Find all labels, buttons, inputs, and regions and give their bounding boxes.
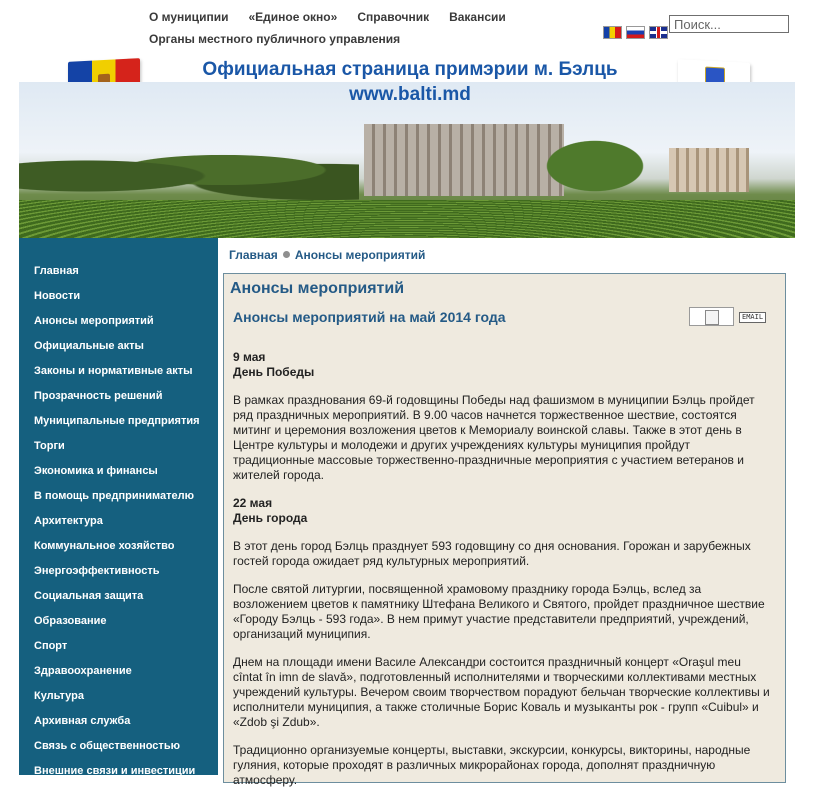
- sidebar-item-architecture[interactable]: Архитектура: [34, 515, 103, 527]
- sidebar-item-energy-efficiency[interactable]: Энергоэффективность: [34, 565, 160, 577]
- language-switcher: [603, 26, 668, 39]
- nav-directory[interactable]: Справочник: [357, 10, 430, 24]
- event-name: День Победы: [233, 365, 315, 379]
- article-paragraph: Днем на площади имени Василе Александри состоится праздничный концерт «Oraşul meu cîntat în imn de slavă», подготовленный исполнителями и творческими коллективами местных учреждений культуры. Вечером своим творчеством порадуют бельчан творческие коллективы и исполнители муниципия, а также столичные Борис Коваль и музыканты рок - групп «Cuibul» и «Zdob şi Zdub».: [233, 655, 770, 729]
- search-input[interactable]: [669, 15, 789, 33]
- event-name: День города: [233, 511, 308, 525]
- article-paragraph: В рамках празднования 69-й годовщины Победы над фашизмом в муниципии Бэлць пройдет ряд праздничных мероприятий. В 9.00 часов начнется торжественное шествие, состоятся митинг и церемония возложения цветов к Мемориалу воинской славы. Также в этот день в Центре культуры и молодежи и других учреждениях культуры муниципия пройдут традиционные массовые торжественно-праздничные мероприятия с участием ветеранов и жителей города.: [233, 393, 755, 482]
- sidebar-item-external-relations[interactable]: Внешние связи и инвестиции: [34, 765, 196, 777]
- sidebar-menu: [19, 238, 218, 775]
- top-navigation: [149, 6, 589, 50]
- banner-trees-right: [539, 122, 679, 202]
- sidebar-item-sport[interactable]: Спорт: [34, 640, 68, 652]
- language-ro-flag-icon[interactable]: [603, 26, 622, 39]
- nav-single-window[interactable]: «Единое окно»: [248, 10, 338, 24]
- breadcrumb-separator-icon: [283, 251, 290, 258]
- breadcrumb-current[interactable]: Анонсы мероприятий: [294, 248, 426, 262]
- breadcrumb: [229, 248, 425, 262]
- article-title[interactable]: Анонсы мероприятий на май 2014 года: [233, 309, 506, 325]
- banner-city-hall-building: [364, 124, 564, 196]
- sidebar-item-entrepreneur-help[interactable]: В помощь предпринимателю: [34, 490, 195, 502]
- sidebar-item-education[interactable]: Образование: [34, 615, 107, 627]
- sidebar-item-social-protection[interactable]: Социальная защита: [34, 590, 144, 602]
- sidebar-item-transparency[interactable]: Прозрачность решений: [34, 390, 163, 402]
- banner-building-right: [669, 148, 749, 192]
- article-body: [233, 350, 773, 801]
- sidebar-item-news[interactable]: Новости: [34, 290, 81, 302]
- banner-hedge-garden: [19, 200, 795, 238]
- sidebar-item-municipal-enterprises[interactable]: Муниципальные предприятия: [34, 415, 200, 427]
- nav-vacancies[interactable]: Вакансии: [449, 10, 506, 24]
- top-nav-row-2: [149, 28, 589, 50]
- sidebar-item-culture[interactable]: Культура: [34, 690, 84, 702]
- print-button[interactable]: [689, 307, 734, 326]
- article-paragraph: Традиционно организуемые концерты, выставки, экскурсии, конкурсы, викторины, народные гуляния, которые проходят в различных микрорайонах города, дополнят праздничную атмосферу.: [233, 743, 751, 787]
- event-date: 9 мая: [233, 350, 266, 364]
- sidebar-item-public-relations[interactable]: Связь с общественностью: [34, 740, 180, 752]
- language-ru-flag-icon[interactable]: [626, 26, 645, 39]
- article-paragraph: После святой литургии, посвященной храмовому празднику города Бэлць, вслед за возложением цветов к памятнику Штефана Великого и Святого, пройдет праздничное шествие «Городу Бэлць - 593 года». В нем примут участие представители предприятий, учреждений, организаций муниципия.: [233, 582, 765, 641]
- site-title: Официальная страница примэрии м. Бэлць: [202, 59, 618, 80]
- language-en-flag-icon[interactable]: [649, 26, 668, 39]
- breadcrumb-home-link[interactable]: Главная: [229, 248, 278, 262]
- email-button[interactable]: EMAIL: [739, 312, 766, 323]
- site-url[interactable]: www.balti.md: [349, 84, 471, 105]
- sidebar-item-home[interactable]: Главная: [34, 265, 79, 277]
- event-date: 22 мая: [233, 496, 273, 510]
- sidebar-item-utilities[interactable]: Коммунальное хозяйство: [34, 540, 175, 552]
- nav-about-municipality[interactable]: О муниципии: [149, 10, 229, 24]
- top-nav-row-1: [149, 6, 589, 28]
- sidebar-item-archive[interactable]: Архивная служба: [34, 715, 131, 727]
- sidebar-item-official-acts[interactable]: Официальные акты: [34, 340, 144, 352]
- sidebar-item-healthcare[interactable]: Здравоохранение: [34, 665, 132, 677]
- article-paragraph: В этот день город Бэлць празднует 593 годовщину со дня основания. Горожан и зарубежных гостей города ожидает ряд культурных мероприятий.: [233, 539, 751, 568]
- sidebar-item-economy[interactable]: Экономика и финансы: [34, 465, 158, 477]
- banner-trees-left: [19, 140, 359, 200]
- sidebar-item-laws[interactable]: Законы и нормативные акты: [34, 365, 193, 377]
- sidebar-item-tenders[interactable]: Торги: [34, 440, 65, 452]
- broken-image-icon: [705, 310, 719, 325]
- nav-local-authorities[interactable]: Органы местного публичного управления: [149, 32, 401, 46]
- sidebar-item-events[interactable]: Анонсы мероприятий: [34, 315, 154, 327]
- section-title: Анонсы мероприятий: [230, 280, 405, 297]
